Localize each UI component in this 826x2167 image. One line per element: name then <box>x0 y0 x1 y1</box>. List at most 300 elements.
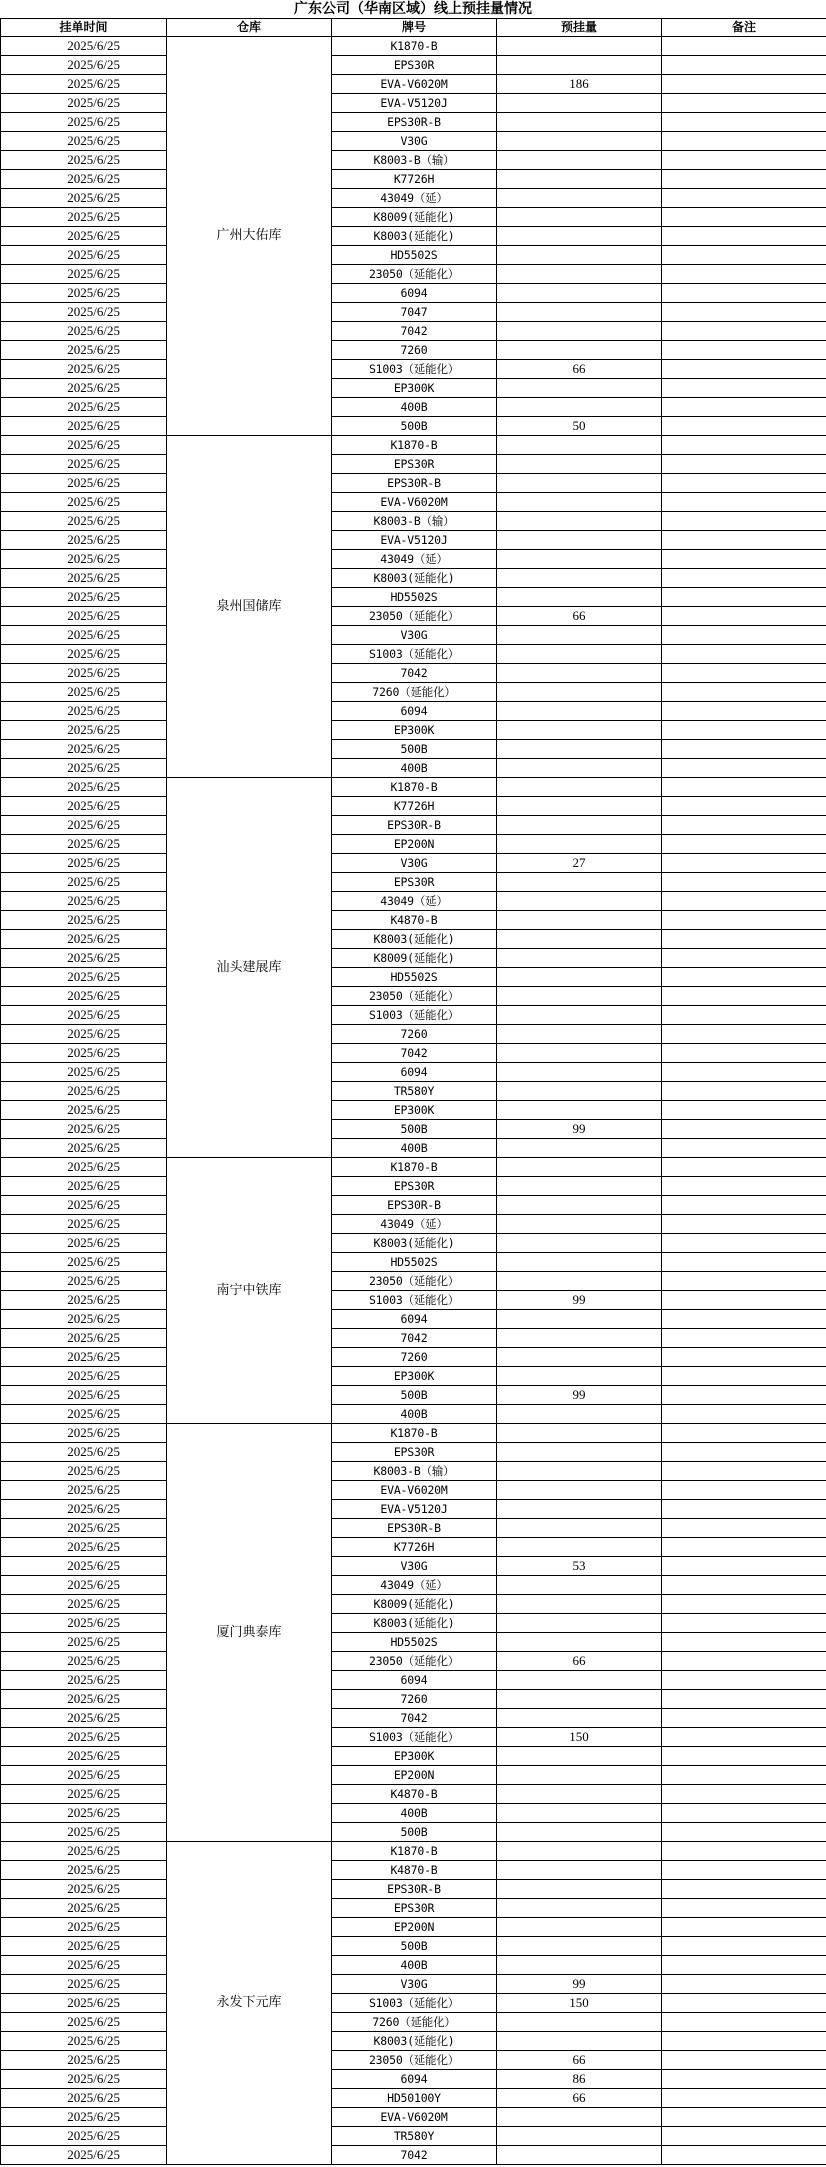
cell-date: 2025/6/25 <box>1 1652 167 1671</box>
cell-date: 2025/6/25 <box>1 1671 167 1690</box>
cell-note <box>662 987 826 1006</box>
cell-note <box>662 227 826 246</box>
cell-date: 2025/6/25 <box>1 2070 167 2089</box>
table-row <box>1 1462 826 1481</box>
cell-qty <box>497 1405 662 1424</box>
table-row <box>1 1253 826 1272</box>
table-row <box>1 1272 826 1291</box>
cell-brand: K8003(延能化) <box>332 569 497 588</box>
cell-note <box>662 1348 826 1367</box>
table-row <box>1 1291 826 1310</box>
cell-qty <box>497 208 662 227</box>
cell-qty <box>497 493 662 512</box>
cell-note <box>662 132 826 151</box>
table-row <box>1 2146 826 2165</box>
cell-note <box>662 1557 826 1576</box>
cell-qty: 66 <box>497 2051 662 2070</box>
cell-brand: 7042 <box>332 1329 497 1348</box>
cell-note <box>662 1386 826 1405</box>
table-row <box>1 417 826 436</box>
cell-note <box>662 1785 826 1804</box>
cell-qty <box>497 170 662 189</box>
cell-brand: V30G <box>332 1975 497 1994</box>
cell-brand: K1870-B <box>332 1158 497 1177</box>
table-row <box>1 455 826 474</box>
cell-date: 2025/6/25 <box>1 1367 167 1386</box>
cell-brand: 23050（延能化） <box>332 2051 497 2070</box>
cell-date: 2025/6/25 <box>1 588 167 607</box>
cell-note <box>662 1519 826 1538</box>
cell-qty <box>497 303 662 322</box>
cell-brand: K8003(延能化) <box>332 1614 497 1633</box>
table-row <box>1 1690 826 1709</box>
cell-qty <box>497 246 662 265</box>
cell-note <box>662 1690 826 1709</box>
cell-note <box>662 816 826 835</box>
cell-qty <box>497 1025 662 1044</box>
cell-note <box>662 493 826 512</box>
table-row <box>1 94 826 113</box>
cell-qty <box>497 1158 662 1177</box>
cell-qty <box>497 1044 662 1063</box>
table-row <box>1 1196 826 1215</box>
table-row <box>1 265 826 284</box>
cell-date: 2025/6/25 <box>1 930 167 949</box>
cell-qty <box>497 892 662 911</box>
cell-brand: 43049（延） <box>332 550 497 569</box>
header-time: 挂单时间 <box>1 19 167 37</box>
cell-note <box>662 1918 826 1937</box>
cell-qty <box>497 911 662 930</box>
table-row <box>1 1044 826 1063</box>
cell-note <box>662 170 826 189</box>
cell-note <box>662 2051 826 2070</box>
table-row <box>1 1310 826 1329</box>
cell-date: 2025/6/25 <box>1 227 167 246</box>
cell-note <box>662 474 826 493</box>
cell-qty <box>497 1690 662 1709</box>
cell-note <box>662 1861 826 1880</box>
cell-qty <box>497 94 662 113</box>
table-row <box>1 854 826 873</box>
cell-note <box>662 1994 826 2013</box>
table-row <box>1 1006 826 1025</box>
cell-note <box>662 569 826 588</box>
cell-qty <box>497 132 662 151</box>
cell-qty <box>497 1519 662 1538</box>
cell-brand: 6094 <box>332 1063 497 1082</box>
cell-brand: S1003（延能化） <box>332 645 497 664</box>
cell-brand: K7726H <box>332 170 497 189</box>
table-row <box>1 1994 826 2013</box>
cell-date: 2025/6/25 <box>1 1500 167 1519</box>
cell-date: 2025/6/25 <box>1 1595 167 1614</box>
cell-date: 2025/6/25 <box>1 2032 167 2051</box>
cell-note <box>662 759 826 778</box>
cell-note <box>662 341 826 360</box>
cell-qty <box>497 702 662 721</box>
cell-qty <box>497 949 662 968</box>
table-row <box>1 2032 826 2051</box>
cell-brand: 500B <box>332 1937 497 1956</box>
cell-note <box>662 1158 826 1177</box>
cell-note <box>662 1044 826 1063</box>
cell-note <box>662 1063 826 1082</box>
cell-note <box>662 1025 826 1044</box>
table-row <box>1 2089 826 2108</box>
cell-note <box>662 2013 826 2032</box>
table-row <box>1 493 826 512</box>
cell-note <box>662 683 826 702</box>
cell-qty <box>497 1481 662 1500</box>
sheet-title: 广东公司（华南区域）线上预挂量情况 <box>294 1 532 17</box>
cell-brand: 23050（延能化） <box>332 987 497 1006</box>
table-row <box>1 1576 826 1595</box>
cell-note <box>662 56 826 75</box>
cell-brand: HD5502S <box>332 588 497 607</box>
cell-brand: K4870-B <box>332 1861 497 1880</box>
cell-note <box>662 1367 826 1386</box>
cell-date: 2025/6/25 <box>1 1025 167 1044</box>
cell-note <box>662 1101 826 1120</box>
cell-note <box>662 189 826 208</box>
header-warehouse: 仓库 <box>167 19 332 37</box>
cell-warehouse: 汕头建展库 <box>167 778 332 1158</box>
cell-note <box>662 512 826 531</box>
cell-date: 2025/6/25 <box>1 37 167 56</box>
header-note: 备注 <box>662 19 826 37</box>
cell-date: 2025/6/25 <box>1 873 167 892</box>
cell-date: 2025/6/25 <box>1 1443 167 1462</box>
cell-date: 2025/6/25 <box>1 1690 167 1709</box>
cell-note <box>662 1652 826 1671</box>
cell-brand: V30G <box>332 1557 497 1576</box>
cell-note <box>662 1291 826 1310</box>
table-row <box>1 930 826 949</box>
cell-brand: 400B <box>332 1139 497 1158</box>
cell-date: 2025/6/25 <box>1 1006 167 1025</box>
table-row <box>1 1329 826 1348</box>
cell-brand: EVA-V6020M <box>332 75 497 94</box>
cell-brand: 6094 <box>332 1310 497 1329</box>
cell-date: 2025/6/25 <box>1 1158 167 1177</box>
cell-qty <box>497 778 662 797</box>
cell-brand: K1870-B <box>332 778 497 797</box>
table-row <box>1 740 826 759</box>
table-row <box>1 398 826 417</box>
cell-qty <box>497 1595 662 1614</box>
cell-note <box>662 1538 826 1557</box>
cell-date: 2025/6/25 <box>1 360 167 379</box>
cell-note <box>662 1633 826 1652</box>
cell-qty <box>497 1747 662 1766</box>
cell-qty <box>497 683 662 702</box>
cell-qty <box>497 1633 662 1652</box>
table-row <box>1 1861 826 1880</box>
cell-qty <box>497 987 662 1006</box>
cell-note <box>662 2108 826 2127</box>
cell-brand: 500B <box>332 1120 497 1139</box>
cell-note <box>662 1956 826 1975</box>
cell-date: 2025/6/25 <box>1 265 167 284</box>
cell-date: 2025/6/25 <box>1 664 167 683</box>
cell-date: 2025/6/25 <box>1 683 167 702</box>
cell-qty <box>497 569 662 588</box>
cell-brand: K1870-B <box>332 1842 497 1861</box>
cell-date: 2025/6/25 <box>1 170 167 189</box>
cell-note <box>662 208 826 227</box>
cell-qty <box>497 816 662 835</box>
table-row <box>1 1063 826 1082</box>
cell-date: 2025/6/25 <box>1 1880 167 1899</box>
cell-qty <box>497 740 662 759</box>
cell-date: 2025/6/25 <box>1 2089 167 2108</box>
cell-qty <box>497 1785 662 1804</box>
cell-date: 2025/6/25 <box>1 1272 167 1291</box>
table-row <box>1 208 826 227</box>
cell-date: 2025/6/25 <box>1 2108 167 2127</box>
cell-date: 2025/6/25 <box>1 569 167 588</box>
cell-brand: 7260 <box>332 1025 497 1044</box>
table-row <box>1 1937 826 1956</box>
cell-date: 2025/6/25 <box>1 1918 167 1937</box>
cell-note <box>662 2070 826 2089</box>
table-row <box>1 1671 826 1690</box>
table-body <box>1 37 826 2165</box>
table-row <box>1 1139 826 1158</box>
cell-date: 2025/6/25 <box>1 721 167 740</box>
cell-date: 2025/6/25 <box>1 1576 167 1595</box>
table-row <box>1 1899 826 1918</box>
cell-note <box>662 398 826 417</box>
table-row <box>1 1234 826 1253</box>
cell-brand: HD5502S <box>332 968 497 987</box>
cell-date: 2025/6/25 <box>1 626 167 645</box>
cell-qty <box>497 1234 662 1253</box>
cell-qty <box>497 2013 662 2032</box>
cell-qty <box>497 1443 662 1462</box>
cell-note <box>662 94 826 113</box>
table-row <box>1 1120 826 1139</box>
table-row <box>1 607 826 626</box>
cell-note <box>662 949 826 968</box>
cell-qty: 150 <box>497 1994 662 2013</box>
cell-note <box>662 835 826 854</box>
cell-qty <box>497 873 662 892</box>
cell-date: 2025/6/25 <box>1 1481 167 1500</box>
cell-qty <box>497 1538 662 1557</box>
cell-date: 2025/6/25 <box>1 113 167 132</box>
cell-brand: K4870-B <box>332 1785 497 1804</box>
cell-date: 2025/6/25 <box>1 1101 167 1120</box>
cell-note <box>662 1234 826 1253</box>
cell-note <box>662 1443 826 1462</box>
cell-note <box>662 968 826 987</box>
cell-brand: EVA-V6020M <box>332 1481 497 1500</box>
table-row <box>1 531 826 550</box>
cell-qty <box>497 1272 662 1291</box>
cell-brand: 6094 <box>332 1671 497 1690</box>
table-row <box>1 816 826 835</box>
cell-brand: EP300K <box>332 1367 497 1386</box>
cell-qty <box>497 664 662 683</box>
cell-date: 2025/6/25 <box>1 94 167 113</box>
table-row <box>1 550 826 569</box>
cell-date: 2025/6/25 <box>1 1120 167 1139</box>
cell-brand: EP200N <box>332 1918 497 1937</box>
cell-brand: K8003-B（输） <box>332 512 497 531</box>
cell-note <box>662 607 826 626</box>
cell-note <box>662 1804 826 1823</box>
cell-brand: EP200N <box>332 835 497 854</box>
cell-qty <box>497 531 662 550</box>
cell-qty <box>497 1709 662 1728</box>
cell-date: 2025/6/25 <box>1 75 167 94</box>
table-row <box>1 1082 826 1101</box>
cell-date: 2025/6/25 <box>1 1310 167 1329</box>
table-row <box>1 322 826 341</box>
table-row <box>1 512 826 531</box>
cell-note <box>662 531 826 550</box>
cell-note <box>662 664 826 683</box>
table-row <box>1 987 826 1006</box>
cell-date: 2025/6/25 <box>1 1386 167 1405</box>
cell-note <box>662 1196 826 1215</box>
cell-brand: 7260 <box>332 1348 497 1367</box>
table-row <box>1 246 826 265</box>
table-row <box>1 341 826 360</box>
cell-qty <box>497 968 662 987</box>
table-row <box>1 303 826 322</box>
cell-date: 2025/6/25 <box>1 341 167 360</box>
cell-qty <box>497 455 662 474</box>
cell-brand: EVA-V5120J <box>332 94 497 113</box>
table-row <box>1 1842 826 1861</box>
cell-date: 2025/6/25 <box>1 968 167 987</box>
table-row <box>1 1481 826 1500</box>
cell-date: 2025/6/25 <box>1 2051 167 2070</box>
cell-date: 2025/6/25 <box>1 797 167 816</box>
table-row <box>1 1557 826 1576</box>
cell-qty <box>497 1348 662 1367</box>
table-row <box>1 2051 826 2070</box>
cell-qty <box>497 151 662 170</box>
cell-brand: K1870-B <box>332 436 497 455</box>
cell-note <box>662 246 826 265</box>
cell-qty: 186 <box>497 75 662 94</box>
cell-date: 2025/6/25 <box>1 2146 167 2165</box>
table-row <box>1 702 826 721</box>
table-row <box>1 170 826 189</box>
table-row <box>1 37 826 56</box>
cell-brand: EPS30R <box>332 873 497 892</box>
cell-date: 2025/6/25 <box>1 816 167 835</box>
cell-qty <box>497 1880 662 1899</box>
cell-note <box>662 1177 826 1196</box>
cell-note <box>662 1823 826 1842</box>
cell-brand: EPS30R-B <box>332 816 497 835</box>
cell-note <box>662 1747 826 1766</box>
cell-qty <box>497 1500 662 1519</box>
table-row <box>1 1709 826 1728</box>
cell-brand: 400B <box>332 759 497 778</box>
cell-date: 2025/6/25 <box>1 1614 167 1633</box>
cell-brand: S1003（延能化） <box>332 1728 497 1747</box>
cell-brand: 7042 <box>332 2146 497 2165</box>
cell-qty <box>497 1139 662 1158</box>
cell-note <box>662 892 826 911</box>
cell-date: 2025/6/25 <box>1 1747 167 1766</box>
cell-warehouse: 泉州国储库 <box>167 436 332 778</box>
table-row <box>1 1538 826 1557</box>
cell-qty <box>497 1215 662 1234</box>
table-row <box>1 1975 826 1994</box>
table-row <box>1 1766 826 1785</box>
cell-note <box>662 284 826 303</box>
cell-qty <box>497 721 662 740</box>
cell-date: 2025/6/25 <box>1 493 167 512</box>
cell-date: 2025/6/25 <box>1 151 167 170</box>
cell-brand: K1870-B <box>332 1424 497 1443</box>
cell-note <box>662 1766 826 1785</box>
cell-qty <box>497 1956 662 1975</box>
cell-date: 2025/6/25 <box>1 1348 167 1367</box>
cell-qty <box>497 189 662 208</box>
cell-qty <box>497 1101 662 1120</box>
cell-date: 2025/6/25 <box>1 1842 167 1861</box>
cell-date: 2025/6/25 <box>1 1709 167 1728</box>
cell-note <box>662 1139 826 1158</box>
cell-qty <box>497 341 662 360</box>
cell-date: 2025/6/25 <box>1 1538 167 1557</box>
cell-note <box>662 1215 826 1234</box>
cell-qty <box>497 1424 662 1443</box>
table-row <box>1 2127 826 2146</box>
cell-brand: K8003(延能化) <box>332 1234 497 1253</box>
cell-date: 2025/6/25 <box>1 2013 167 2032</box>
cell-qty <box>497 1823 662 1842</box>
cell-date: 2025/6/25 <box>1 379 167 398</box>
cell-brand: K8003-B（输） <box>332 151 497 170</box>
cell-note <box>662 1310 826 1329</box>
cell-brand: 500B <box>332 1386 497 1405</box>
cell-brand: HD5502S <box>332 1253 497 1272</box>
cell-note <box>662 2089 826 2108</box>
table-row <box>1 474 826 493</box>
cell-note <box>662 322 826 341</box>
cell-date: 2025/6/25 <box>1 56 167 75</box>
cell-brand: 7047 <box>332 303 497 322</box>
cell-qty: 66 <box>497 1652 662 1671</box>
cell-qty: 53 <box>497 1557 662 1576</box>
cell-date: 2025/6/25 <box>1 740 167 759</box>
cell-note <box>662 1120 826 1139</box>
cell-qty: 99 <box>497 1386 662 1405</box>
cell-date: 2025/6/25 <box>1 1994 167 2013</box>
cell-date: 2025/6/25 <box>1 987 167 1006</box>
table-row <box>1 968 826 987</box>
cell-brand: TR580Y <box>332 2127 497 2146</box>
cell-brand: HD5502S <box>332 1633 497 1652</box>
cell-date: 2025/6/25 <box>1 189 167 208</box>
cell-brand: S1003（延能化） <box>332 1994 497 2013</box>
cell-date: 2025/6/25 <box>1 1291 167 1310</box>
cell-date: 2025/6/25 <box>1 1462 167 1481</box>
cell-qty <box>497 1861 662 1880</box>
table-row <box>1 1880 826 1899</box>
cell-qty <box>497 1006 662 1025</box>
cell-note <box>662 265 826 284</box>
